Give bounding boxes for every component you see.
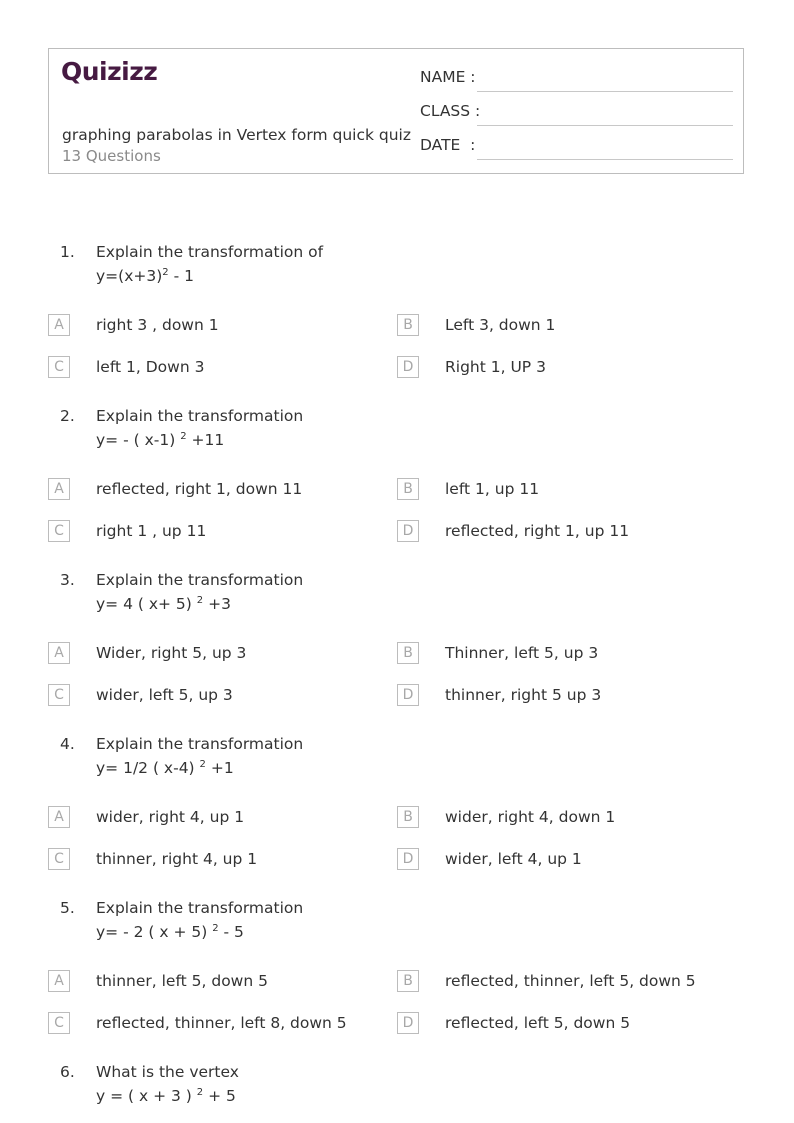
equation-base: y = ( x + 3 )	[96, 1087, 197, 1105]
question-number: 5.	[60, 899, 75, 917]
option-text: left 1, Down 3	[96, 358, 205, 376]
equation-tail: - 1	[168, 267, 194, 285]
question-equation	[96, 1084, 239, 1108]
equation-tail: +3	[203, 595, 231, 613]
equation-base: y= - 2 ( x + 5)	[96, 923, 213, 941]
option-letter: D	[397, 848, 419, 870]
equation-tail: +11	[186, 431, 225, 449]
date-label: DATE :	[420, 136, 476, 154]
option-text: wider, left 5, up 3	[96, 686, 233, 704]
equation-base: y= - ( x-1)	[96, 431, 181, 449]
option-letter: D	[397, 520, 419, 542]
question-text	[96, 568, 303, 616]
option-letter: B	[397, 970, 419, 992]
option-letter: B	[397, 806, 419, 828]
equation-exponent: 2	[212, 923, 219, 934]
option-text: reflected, left 5, down 5	[445, 1014, 631, 1032]
date-line[interactable]	[477, 159, 733, 160]
question-line: Explain the transformation	[96, 407, 304, 425]
question-text	[96, 404, 303, 452]
option-letter: D	[397, 1012, 419, 1034]
equation-exponent: 2	[162, 267, 169, 278]
equation-tail: + 5	[203, 1087, 236, 1105]
question-text	[96, 240, 323, 288]
equation-exponent: 2	[196, 1087, 204, 1098]
question-equation	[96, 920, 303, 944]
option-text: thinner, right 4, up 1	[96, 850, 258, 868]
equation-base: y= 4 ( x+ 5)	[96, 595, 197, 613]
question-equation	[96, 592, 303, 616]
question-number: 4.	[60, 735, 75, 753]
question-number: 1.	[60, 243, 75, 261]
option-letter: C	[48, 684, 70, 706]
option-text: reflected, thinner, left 5, down 5	[445, 972, 696, 990]
equation-exponent: 2	[199, 759, 206, 770]
question-equation	[96, 428, 303, 452]
question-equation	[96, 264, 323, 288]
question-line: Explain the transformation of	[96, 243, 324, 261]
quiz-title: graphing parabolas in Vertex form quick quiz	[62, 126, 411, 144]
option-text: Right 1, UP 3	[445, 358, 546, 376]
option-text: wider, right 4, up 1	[96, 808, 245, 826]
option-letter: D	[397, 356, 419, 378]
question-line: Explain the transformation	[96, 899, 304, 917]
option-letter: A	[48, 970, 70, 992]
option-letter: A	[48, 806, 70, 828]
option-text: right 3 , down 1	[96, 316, 219, 334]
option-text: Left 3, down 1	[445, 316, 556, 334]
question-number: 6.	[60, 1063, 75, 1081]
option-letter: C	[48, 1012, 70, 1034]
option-text: right 1 , up 11	[96, 522, 207, 540]
option-text: thinner, left 5, down 5	[96, 972, 268, 990]
question-text	[96, 732, 303, 780]
option-letter: B	[397, 314, 419, 336]
equation-base: y=(x+3)	[96, 267, 163, 285]
name-line[interactable]	[477, 91, 733, 92]
option-text: Thinner, left 5, up 3	[445, 644, 599, 662]
equation-tail: - 5	[218, 923, 244, 941]
option-letter: C	[48, 520, 70, 542]
question-line: What is the vertex	[96, 1063, 239, 1081]
option-letter: B	[397, 478, 419, 500]
question-number: 3.	[60, 571, 75, 589]
question-equation	[96, 756, 303, 780]
class-label: CLASS :	[420, 102, 481, 120]
option-letter: A	[48, 314, 70, 336]
option-letter: C	[48, 356, 70, 378]
option-text: Wider, right 5, up 3	[96, 644, 247, 662]
option-text: reflected, thinner, left 8, down 5	[96, 1014, 347, 1032]
equation-exponent: 2	[196, 595, 204, 606]
quizizz-logo: Quizizz	[61, 57, 158, 86]
question-text	[96, 1060, 239, 1108]
date-field[interactable]	[420, 136, 733, 160]
equation-tail: +1	[205, 759, 234, 777]
equation-base: y= 1/2 ( x-4)	[96, 759, 200, 777]
question-count: 13 Questions	[62, 147, 161, 165]
name-label: NAME :	[420, 68, 476, 86]
option-text: left 1, up 11	[445, 480, 540, 498]
option-text: reflected, right 1, up 11	[445, 522, 630, 540]
option-letter: B	[397, 642, 419, 664]
question-line: Explain the transformation	[96, 571, 304, 589]
option-letter: C	[48, 848, 70, 870]
question-line: Explain the transformation	[96, 735, 304, 753]
option-text: reflected, right 1, down 11	[96, 480, 303, 498]
option-letter: A	[48, 478, 70, 500]
worksheet-header	[48, 48, 744, 174]
equation-exponent: 2	[180, 431, 187, 442]
option-text: thinner, right 5 up 3	[445, 686, 602, 704]
option-text: wider, right 4, down 1	[445, 808, 616, 826]
option-letter: A	[48, 642, 70, 664]
class-field[interactable]	[420, 102, 733, 126]
option-letter: D	[397, 684, 419, 706]
option-text: wider, left 4, up 1	[445, 850, 582, 868]
question-number: 2.	[60, 407, 75, 425]
class-line[interactable]	[477, 125, 733, 126]
question-text	[96, 896, 303, 944]
name-field[interactable]	[420, 68, 733, 92]
